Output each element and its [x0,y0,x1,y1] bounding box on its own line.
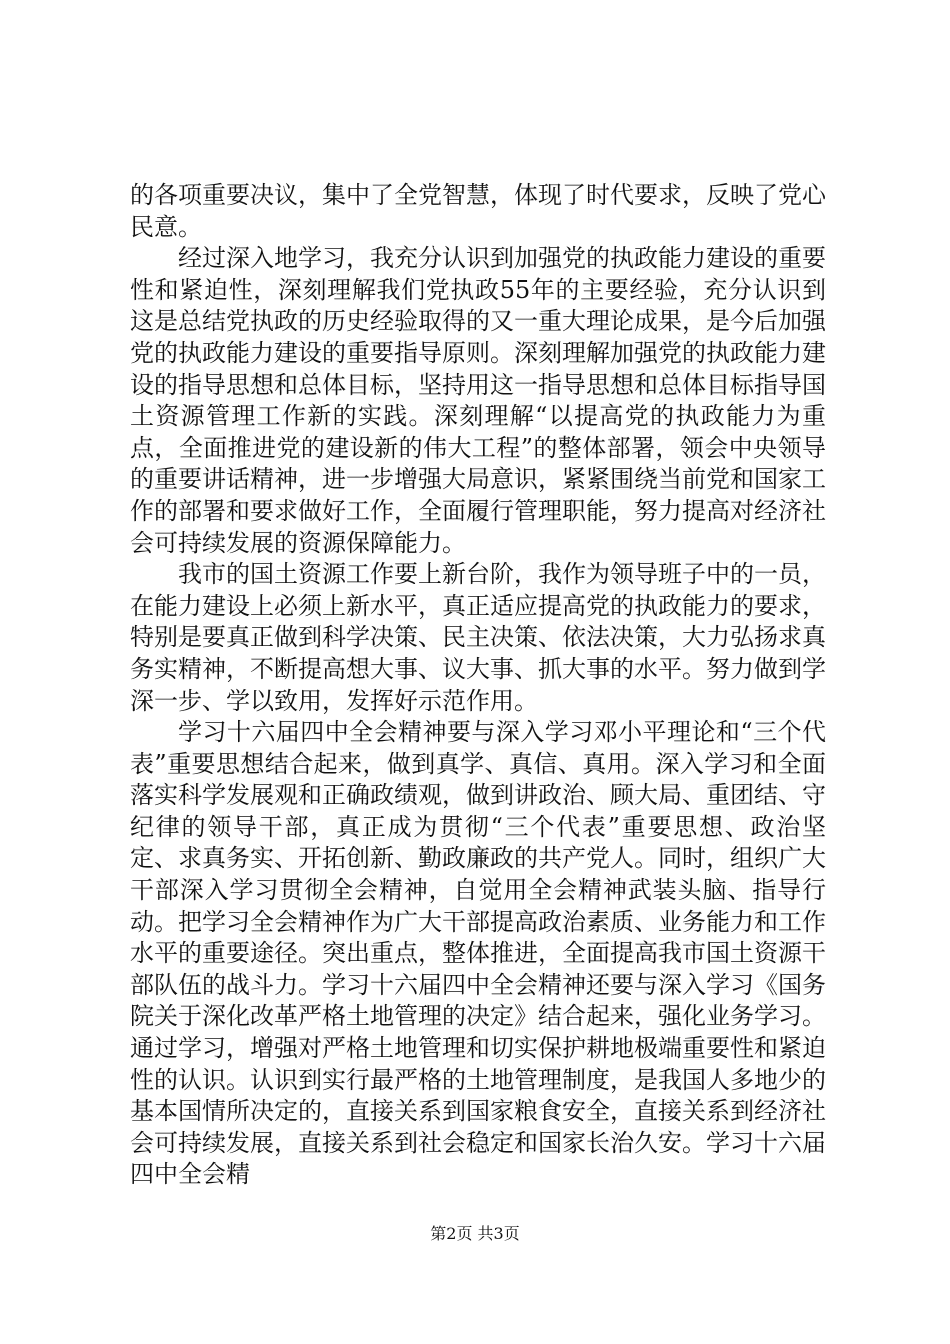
paragraph-study-integration: 学习十六届四中全会精神要与深入学习邓小平理论和“三个代表”重要思想结合起来，做到真学、真信、真用。深入学习和全面落实科学发展观和正确政绩观，做到讲政治、顾大局、重团结、守纪律的领导干部，真正成为贯彻“三个代表”重要思想、政治坚定、求真务实、开拓创新、勤政廉政的共产党人。同时，组织广大干部深入学习贯彻全会精神，自觉用全会精神武装头脑、指导行动。把学习全会精神作为广大干部提高政治素质、业务能力和工作水平的重要途径。突出重点，整体推进，全面提高我市国土资源干部队伍的战斗力。学习十六届四中全会精神还要与深入学习《国务院关于深化改革严格土地管理的决定》结合起来，强化业务学习。通过学习，增强对严格土地管理和切实保护耕地极端重要性和紧迫性的认识。认识到实行最严格的土地管理制度，是我国人多地少的基本国情所决定的，直接关系到国家粮食安全，直接关系到经济社会可持续发展，直接关系到社会稳定和国家长治久安。学习十六届四中全会精 [130,718,826,1189]
paragraph-learning-understanding: 经过深入地学习，我充分认识到加强党的执政能力建设的重要性和紧迫性，深刻理解我们党执政55年的主要经验，充分认识到这是总结党执政的历史经验取得的又一重大理论成果，是今后加强党的执政能力建设的重要指导原则。深刻理解加强党的执政能力建设的指导思想和总体目标，坚持用这一指导思想和总体目标指导国土资源管理工作新的实践。深刻理解“以提高党的执政能力为重点，全面推进党的建设新的伟大工程”的整体部署，领会中央领导的重要讲话精神，进一步增强大局意识，紧紧围绕当前党和国家工作的部署和要求做好工作，全面履行管理职能，努力提高对经济社会可持续发展的资源保障能力。 [130,244,826,557]
paragraph-continued: 的各项重要决议，集中了全党智慧，体现了时代要求，反映了党心民意。 [130,181,826,241]
document-body [130,180,826,1191]
page-number-footer: 第2页 共3页 [430,1224,520,1243]
paragraph-city-land-resources: 我市的国土资源工作要上新台阶，我作为领导班子中的一员，在能力建设上必须上新水平，真正适应提高党的执政能力的要求，特别是要真正做到科学决策、民主决策、依法决策，大力弘扬求真务实精神，不断提高想大事、议大事、抓大事的水平。努力做到学深一步、学以致用，发挥好示范作用。 [130,560,826,715]
